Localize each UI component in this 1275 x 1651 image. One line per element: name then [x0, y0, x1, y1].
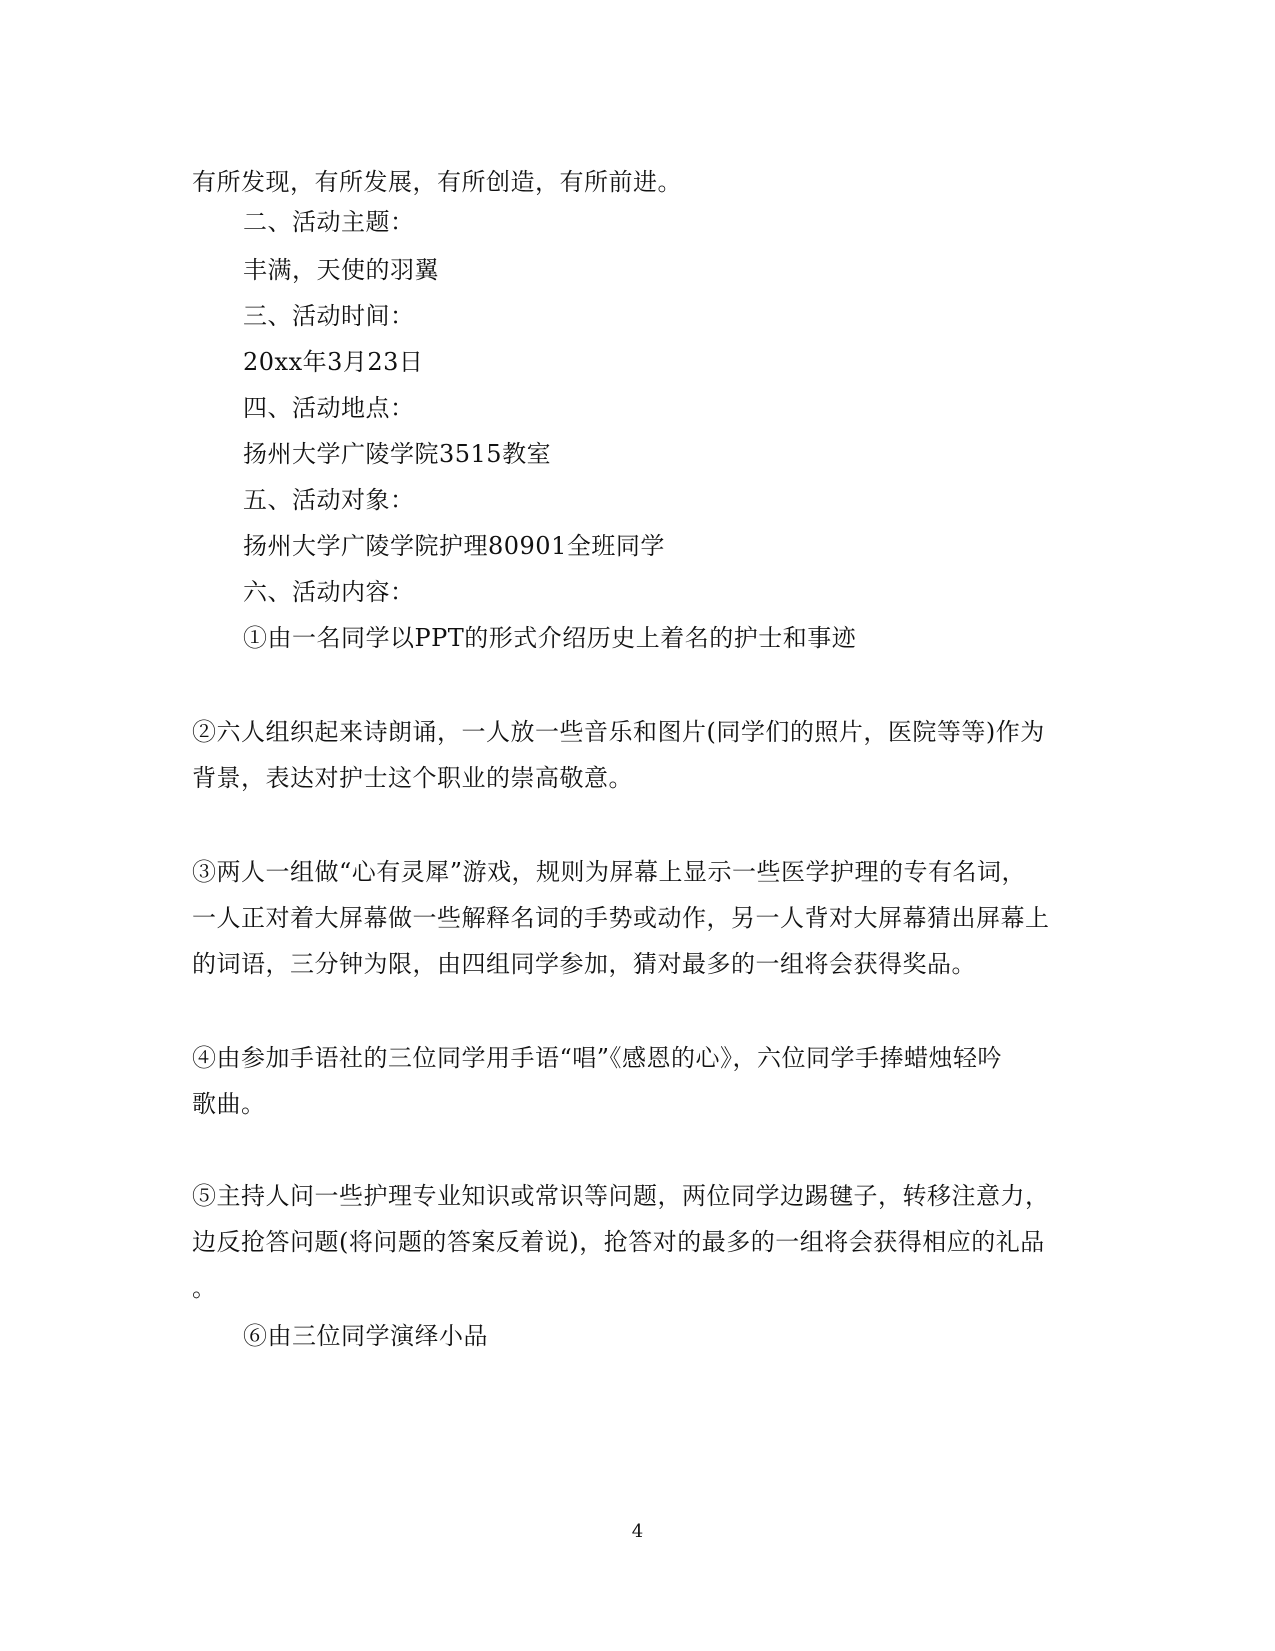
section-heading-theme: 二、活动主题： [243, 208, 415, 236]
content-item-1: ①由一名同学以PPT的形式介绍历史上着名的护士和事迹 [243, 624, 857, 652]
paragraph-line: 有所发现，有所发展，有所创造，有所前进。 [192, 168, 682, 196]
section-heading-time: 三、活动时间： [243, 302, 415, 330]
content-item-2-line-2: 背景，表达对护士这个职业的崇高敬意。 [192, 764, 633, 792]
section-heading-audience: 五、活动对象： [243, 486, 415, 514]
section-content-theme: 丰满，天使的羽翼 [243, 256, 439, 284]
section-heading-location: 四、活动地点： [243, 394, 415, 422]
section-content-audience: 扬州大学广陵学院护理80901全班同学 [243, 532, 665, 560]
content-item-6: ⑥由三位同学演绎小品 [243, 1322, 488, 1350]
section-content-location: 扬州大学广陵学院3515教室 [243, 440, 552, 468]
content-item-3-line-1: ③两人一组做“心有灵犀”游戏，规则为屏幕上显示一些医学护理的专有名词， [192, 858, 1027, 886]
section-heading-content: 六、活动内容： [243, 578, 415, 606]
content-item-3-line-3: 的词语，三分钟为限，由四组同学参加，猜对最多的一组将会获得奖品。 [192, 950, 976, 978]
section-content-time: 20xx年3月23日 [243, 348, 424, 376]
content-item-5-line-3: 。 [192, 1274, 217, 1302]
content-item-3-line-2: 一人正对着大屏幕做一些解释名词的手势或动作，另一人背对大屏幕猜出屏幕上 [192, 904, 1050, 932]
content-item-2-line-1: ②六人组织起来诗朗诵，一人放一些音乐和图片(同学们的照片，医院等等)作为 [192, 718, 1045, 746]
content-item-4-line-2: 歌曲。 [192, 1090, 266, 1118]
page-number: 4 [631, 1521, 644, 1542]
content-item-5-line-2: 边反抢答问题(将问题的答案反着说)，抢答对的最多的一组将会获得相应的礼品 [192, 1228, 1045, 1256]
content-item-4-line-1: ④由参加手语社的三位同学用手语“唱”《感恩的心》，六位同学手捧蜡烛轻吟 [192, 1044, 1003, 1072]
content-item-5-line-1: ⑤主持人问一些护理专业知识或常识等问题，两位同学边踢毽子，转移注意力， [192, 1182, 1050, 1210]
